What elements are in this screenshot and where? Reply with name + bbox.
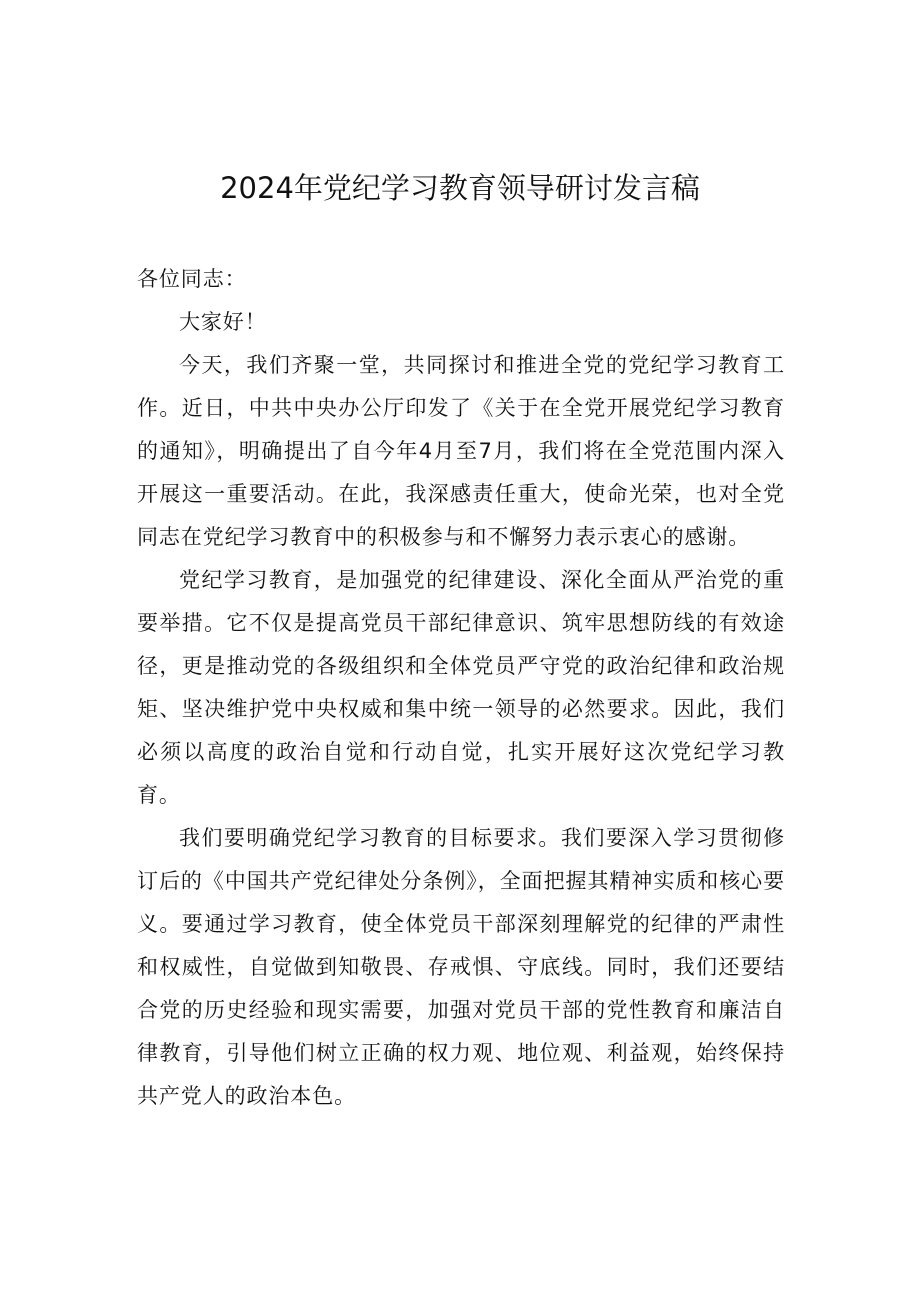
paragraph-significance: 党纪学习教育，是加强党的纪律建设、深化全面从严治党的重要举措。它不仅是提高党员干部纪律意识、筑牢思想防线的有效途径，更是推动党的各级组织和全体党员严守党的政治纪律和政治规矩、坚决维护党中央权威和集中统一领导的必然要求。因此，我们必须以高度的政治自觉和行动自觉，扎实开展好这次党纪学习教育。 bbox=[137, 568, 785, 807]
greeting: 大家好！ bbox=[179, 310, 267, 334]
paragraph-opening: 今天，我们齐聚一堂，共同探讨和推进全党的党纪学习教育工作。近日，中共中央办公厅印发了《关于在全党开展党纪学习教育的通知》，明确提出了自今年4月至7月，我们将在全党范围内深入开展这一重要活动。在此，我深感责任重大，使命光荣，也对全党同志在党纪学习教育中的积极参与和不懈努力表示衷心的感谢。 bbox=[137, 353, 785, 549]
paragraph-objectives: 我们要明确党纪学习教育的目标要求。我们要深入学习贯彻修订后的《中国共产党纪律处分条例》，全面把握其精神实质和核心要义。要通过学习教育，使全体党员干部深刻理解党的纪律的严肃性和权威性，自觉做到知敬畏、存戒惧、守底线。同时，我们还要结合党的历史经验和现实需要，加强对党员干部的党性教育和廉洁自律教育，引导他们树立正确的权力观、地位观、利益观，始终保持共产党人的政治本色。 bbox=[137, 826, 785, 1108]
salutation: 各位同志： bbox=[137, 267, 247, 291]
document-title: 2024年党纪学习教育领导研讨发言稿 bbox=[220, 171, 700, 205]
document-body bbox=[137, 258, 785, 1118]
